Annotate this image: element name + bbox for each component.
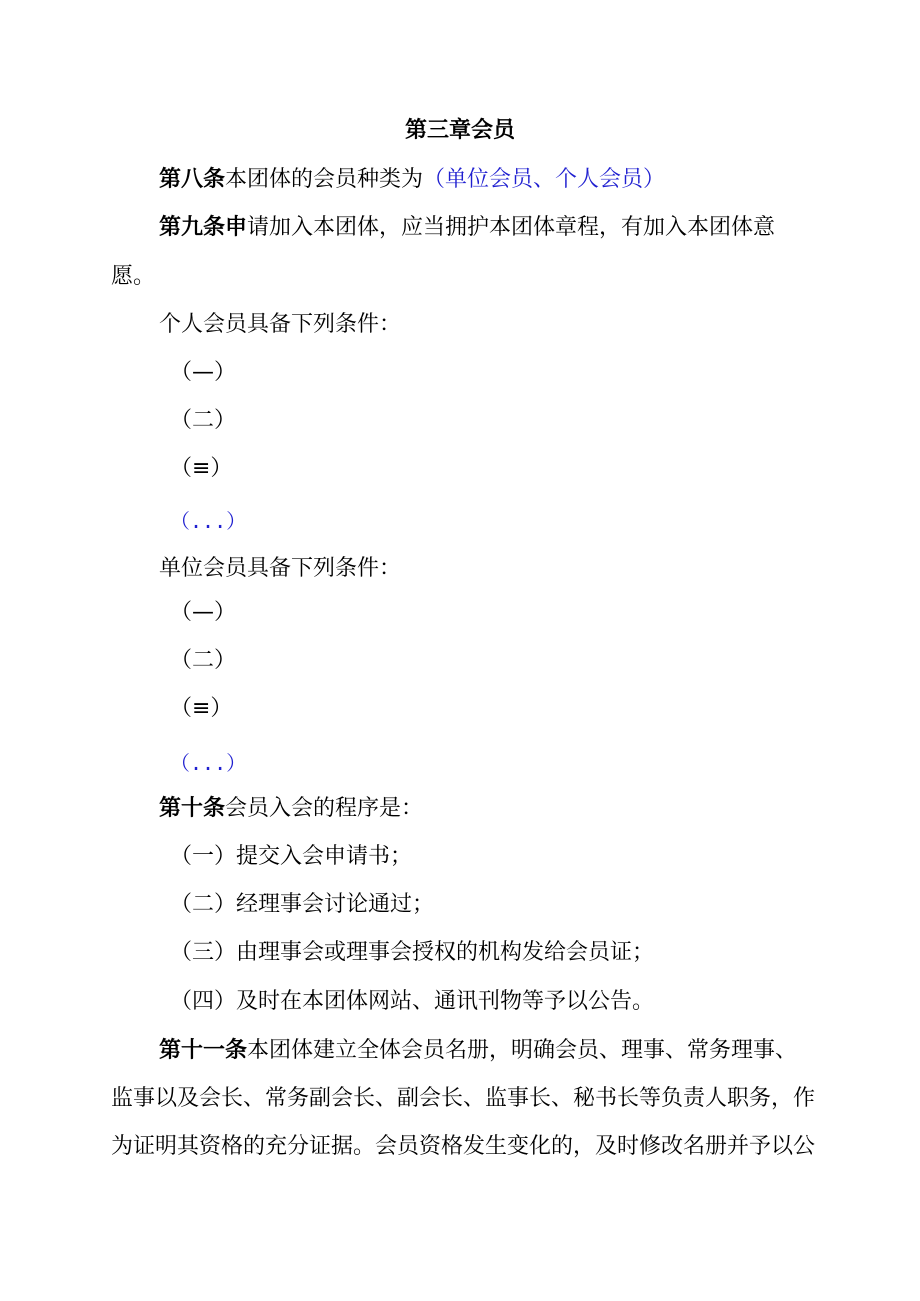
- article-10-label: 第十条: [159, 796, 226, 821]
- personal-item-3: （≡）: [170, 456, 233, 481]
- article-11-text-1: 本团体建立全体会员名册，明确会员、理事、常务理事、: [247, 1038, 798, 1063]
- article-11-line-2: 监事以及会长、常务副会长、副会长、监事长、秘书长等负责人职务，作: [111, 1086, 816, 1111]
- article-9-text-1: 请加入本团体，应当拥护本团体章程，有加入本团体意: [247, 215, 776, 240]
- unit-item-1: （—）: [170, 600, 237, 625]
- unit-item-2: （二）: [170, 648, 237, 673]
- article-11-line-1: [159, 1036, 797, 1066]
- article-9-label: 第九条申: [159, 215, 248, 240]
- article-10-step-4: （四）及时在本团体网站、通讯刊物等予以公告。: [170, 989, 655, 1014]
- article-8-highlight: （单位会员、个人会员）: [423, 167, 666, 192]
- article-11-line-3: 为证明其资格的充分证据。会员资格发生变化的，及时修改名册并予以公: [111, 1134, 816, 1159]
- personal-heading: 个人会员具备下列条件：: [159, 312, 402, 337]
- article-10-step-2: （二）经理事会讨论通过；: [170, 892, 435, 917]
- personal-item-2: （二）: [170, 408, 237, 433]
- article-10-step-1: （一）提交入会申请书；: [170, 844, 413, 869]
- article-10-step-3: （三）由理事会或理事会授权的机构发给会员证；: [170, 940, 655, 965]
- personal-item-etc: （...）: [170, 509, 247, 533]
- unit-heading: 单位会员具备下列条件：: [159, 556, 402, 581]
- unit-item-etc: （...）: [170, 751, 247, 775]
- article-11-label: 第十一条: [159, 1038, 248, 1063]
- article-8-text: 本团体的会员种类为: [225, 167, 424, 192]
- article-8: [159, 165, 665, 195]
- chapter-title: 第三章会员: [404, 118, 515, 143]
- article-10-text: 会员入会的程序是：: [225, 796, 424, 821]
- article-8-label: 第八条: [159, 167, 226, 192]
- unit-item-3: （≡）: [170, 696, 233, 721]
- article-10: [159, 794, 423, 824]
- article-9-line-2: 愿。: [111, 264, 156, 289]
- article-9-line-1: [159, 213, 775, 243]
- personal-item-1: （—）: [170, 360, 237, 385]
